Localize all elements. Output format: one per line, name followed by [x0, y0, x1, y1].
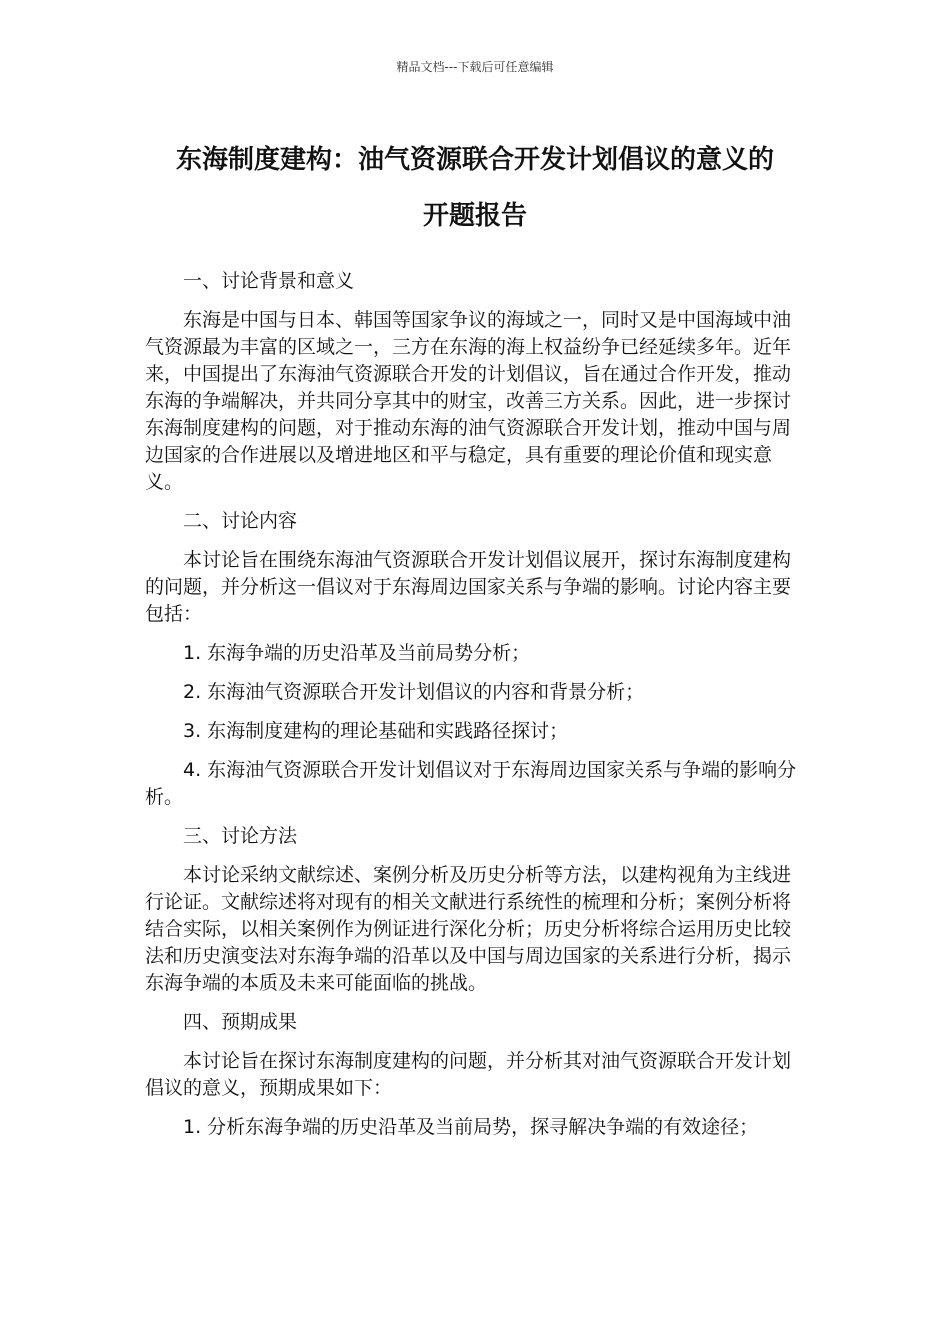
section-heading-content: 二、讨论内容 [183, 510, 298, 532]
page-header: 精品文档---下载后可任意编辑 [396, 60, 554, 74]
document-body [145, 268, 805, 1153]
paragraph-content-intro: 本讨论旨在围绕东海油气资源联合开发计划倡议展开，探讨东海制度建构的问题，并分析这一倡议对于东海周边国家关系与争端的影响。讨论内容主要包括： [145, 549, 792, 625]
list-item-content-2: 2. 东海油气资源联合开发计划倡议的内容和背景分析； [183, 681, 645, 703]
list-item-content-1: 1. 东海争端的历史沿革及当前局势分析； [183, 642, 531, 664]
list-item-content-4: 4. 东海油气资源联合开发计划倡议对于东海周边国家关系与争端的影响分析。 [145, 759, 797, 808]
list-item-outcome-1: 1. 分析东海争端的历史沿革及当前局势，探寻解决争端的有效途径； [183, 1116, 759, 1138]
section-heading-outcomes: 四、预期成果 [183, 1011, 298, 1033]
list-item-content-3: 3. 东海制度建构的理论基础和实践路径探讨； [183, 720, 569, 742]
paragraph-outcomes-intro: 本讨论旨在探讨东海制度建构的问题，并分析其对油气资源联合开发计划倡议的意义，预期成果如下： [145, 1050, 792, 1099]
paragraph-method: 本讨论采纳文献综述、案例分析及历史分析等方法，以建构视角为主线进行论证。文献综述将对现有的相关文献进行系统性的梳理和分析；案例分析将结合实际，以相关案例作为例证进行深化分析；历史分析将综合运用历史比较法和历史演变法对东海争端的沿革以及中国与周边国家的关系进行分析，揭示东海争端的本质及未来可能面临的挑战。 [145, 864, 792, 994]
document-title [110, 132, 840, 244]
title-line-1: 东海制度建构：油气资源联合开发计划倡议的意义的 [175, 145, 774, 175]
title-line-2: 开题报告 [422, 201, 527, 231]
paragraph-background: 东海是中国与日本、韩国等国家争议的海域之一，同时又是中国海域中油气资源最为丰富的区域之一，三方在东海的海上权益纷争已经延续多年。近年来，中国提出了东海油气资源联合开发的计划倡议，旨在通过合作开发，推动东海的争端解决，并共同分享其中的财宝，改善三方关系。因此，进一步探讨东海制度建构的问题，对于推动东海的油气资源联合开发计划，推动中国与周边国家的合作进展以及增进地区和平与稳定，具有重要的理论价值和现实意义。 [145, 309, 792, 493]
section-heading-background: 一、讨论背景和意义 [183, 270, 355, 292]
section-heading-method: 三、讨论方法 [183, 825, 298, 847]
